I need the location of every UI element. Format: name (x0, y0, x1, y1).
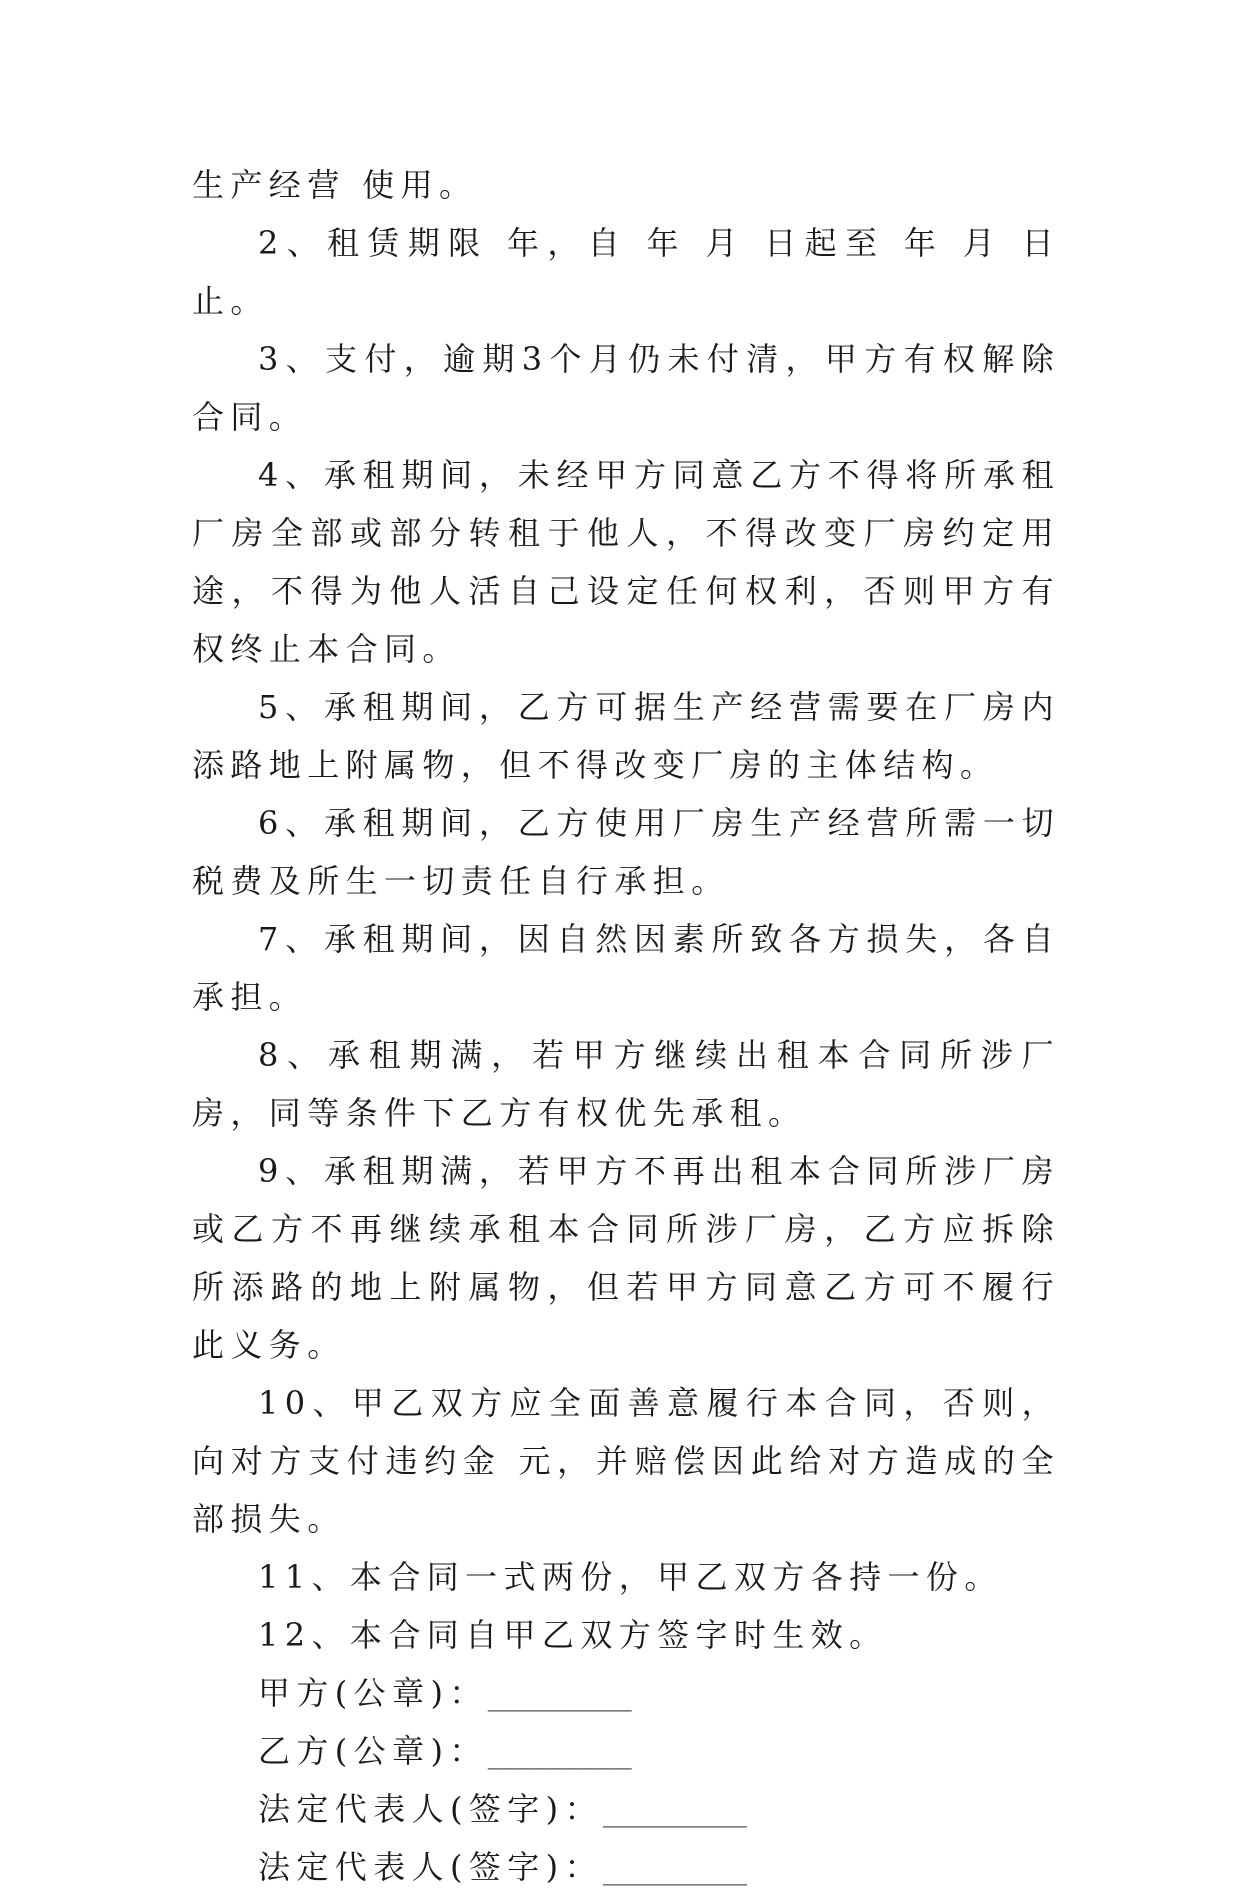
clause-5-attachments: 5、承租期间，乙方可据生产经营需要在厂房内添路地上附属物，但不得改变厂房的主体结构。 (192, 688, 1060, 784)
signature-blank-field[interactable]: _________ (602, 1848, 747, 1886)
clause-3-payment: 3、支付，逾期3个月仍未付清，甲方有权解除合同。 (192, 340, 1060, 436)
signature-party-b (192, 1722, 1060, 1780)
clause-12-effective: 12、本合同自甲乙双方签字时生效。 (258, 1616, 888, 1654)
clause-4-sublease: 4、承租期间，未经甲方同意乙方不得将所承租厂房全部或部分转租于他人，不得改变厂房约定用途，不得为他人活自己设定任何权利，否则甲方有权终止本合同。 (192, 456, 1060, 668)
signature-label: 法定代表人(签字)： (258, 1790, 603, 1828)
clause-6-taxes: 6、承租期间，乙方使用厂房生产经营所需一切税费及所生一切责任自行承担。 (192, 804, 1060, 900)
clause-10-penalty: 10、甲乙双方应全面善意履行本合同，否则，向对方支付违约金 元，并赔偿因此给对方造成的全部损失。 (192, 1384, 1060, 1538)
paragraph-usage: 生产经营 使用。 (192, 166, 478, 204)
signature-blank-field[interactable]: _________ (602, 1790, 747, 1828)
signature-label: 乙方(公章)： (258, 1732, 488, 1770)
clause-9-removal: 9、承租期满，若甲方不再出租本合同所涉厂房或乙方不再继续承租本合同所涉厂房，乙方应拆除所添路的地上附属物，但若甲方同意乙方可不履行此义务。 (192, 1152, 1060, 1364)
clause-11-copies: 11、本合同一式两份，甲乙双方各持一份。 (258, 1558, 1003, 1596)
signature-blank-field[interactable]: _________ (487, 1732, 632, 1770)
clause-8-renewal-priority: 8、承租期满，若甲方继续出租本合同所涉厂房，同等条件下乙方有权优先承租。 (192, 1036, 1060, 1132)
signature-blank-field[interactable]: _________ (487, 1674, 632, 1712)
clause-7-natural-loss: 7、承租期间，因自然因素所致各方损失，各自承担。 (192, 920, 1060, 1016)
signature-legal-rep-2 (192, 1838, 1060, 1896)
contract-body (192, 156, 1060, 1896)
signature-legal-rep-1 (192, 1780, 1060, 1838)
clause-2-lease-term: 2、租赁期限 年，自 年 月 日起至 年 月 日止。 (192, 224, 1060, 320)
signature-label: 甲方(公章)： (258, 1674, 488, 1712)
signature-label: 法定代表人(签字)： (258, 1848, 603, 1886)
signature-party-a (192, 1664, 1060, 1722)
